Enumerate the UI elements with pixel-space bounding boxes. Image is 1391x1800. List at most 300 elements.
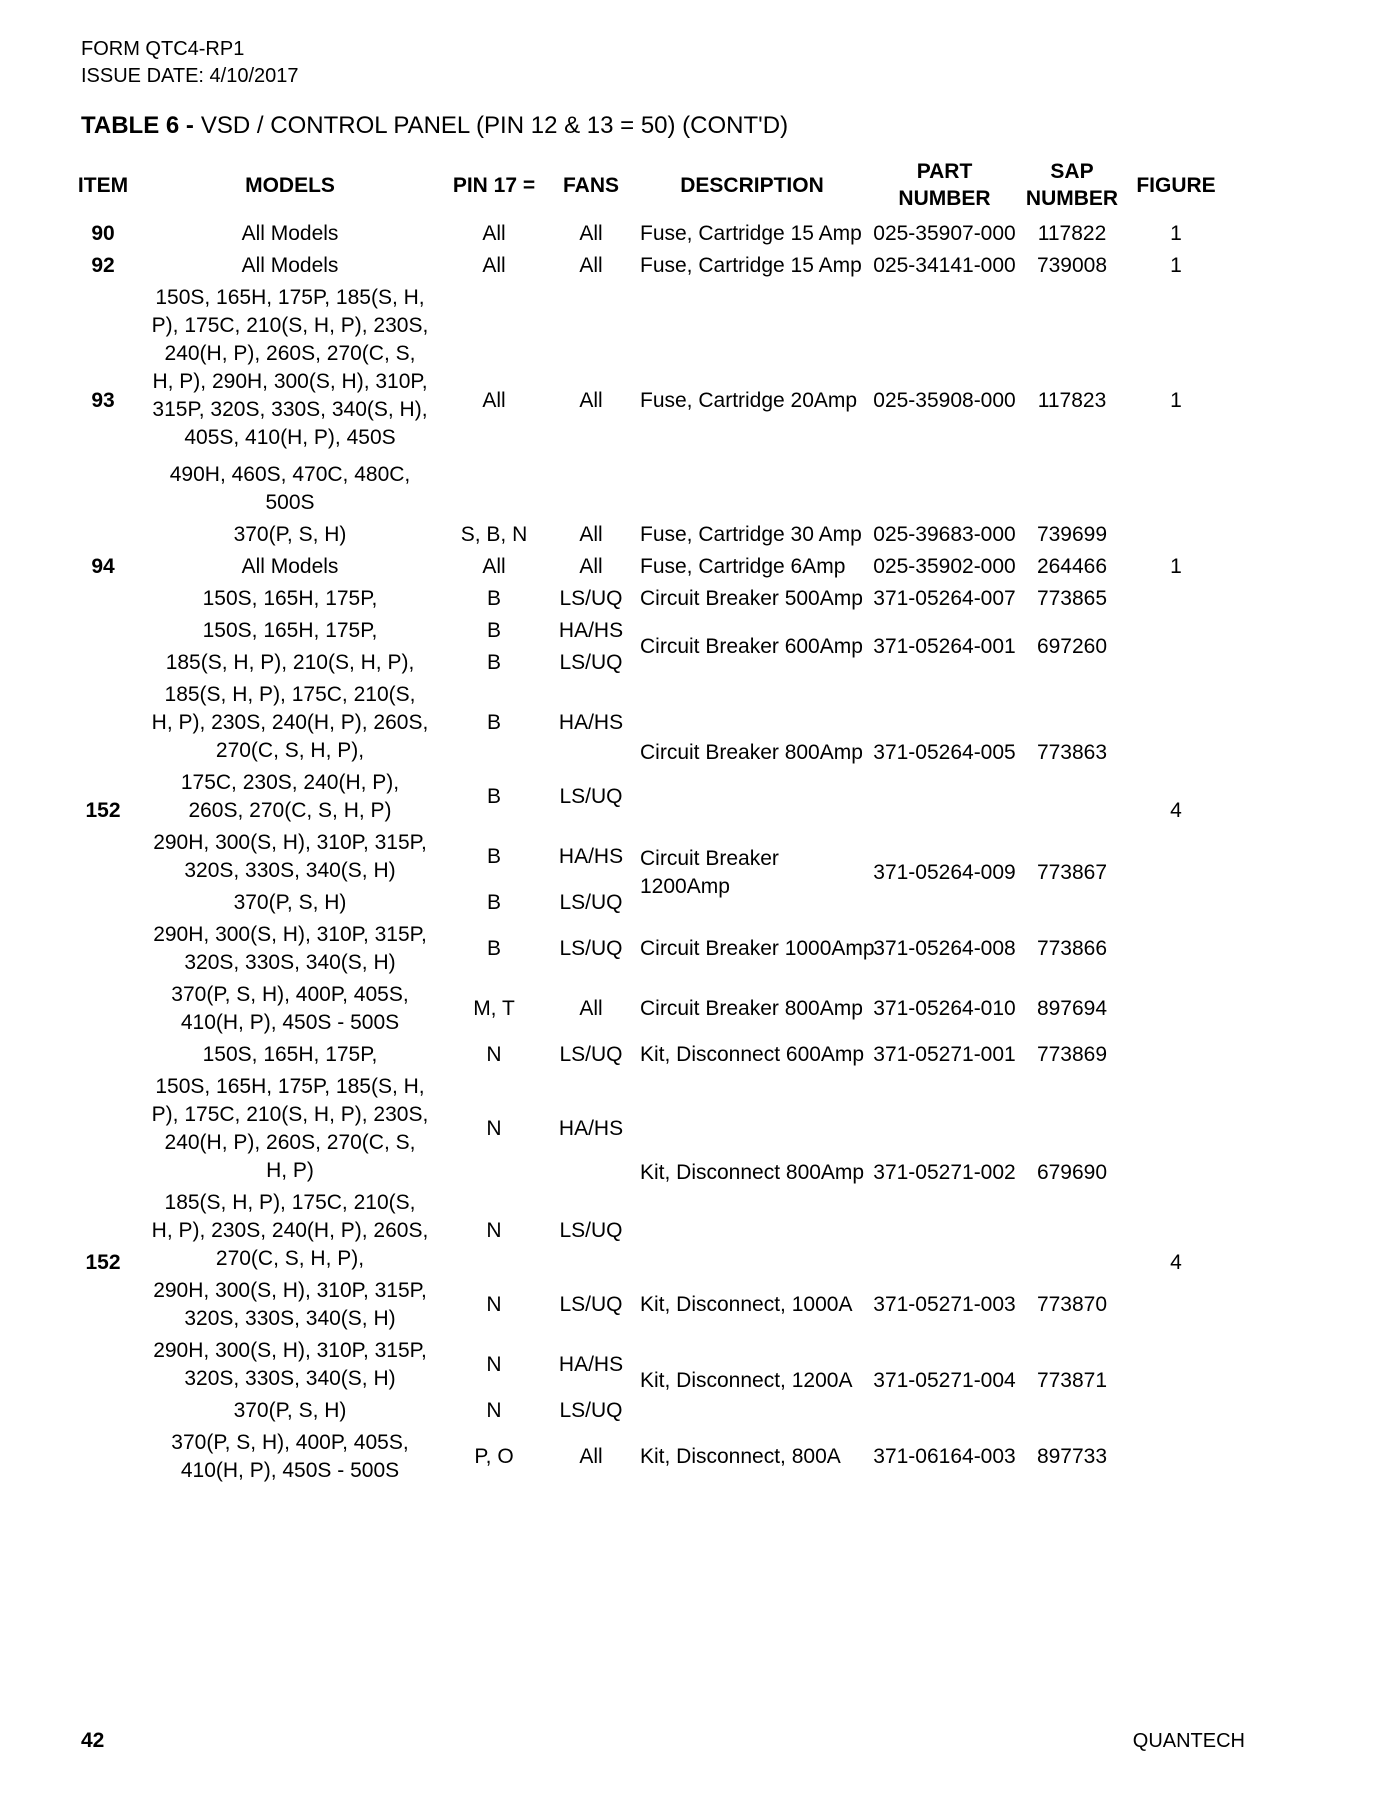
models-cell (142, 1189, 438, 1273)
text-line: 150S, 165H, 175P, 185(S, H, (155, 1075, 425, 1098)
row-sections (142, 282, 1127, 519)
models-cell (142, 1429, 438, 1485)
description-section (142, 919, 1127, 979)
model-row (142, 679, 632, 767)
figure-cell: 4 (1170, 1251, 1182, 1274)
pin17-cell: B (486, 651, 501, 674)
description-cell (632, 1443, 872, 1471)
text-line: Circuit Breaker 600Amp (640, 635, 863, 658)
models-paragraph (142, 461, 438, 517)
text-line: H, P), 230S, 240(H, P), 260S, (151, 711, 429, 734)
models-paragraph (142, 921, 438, 977)
fans-cell: LS/UQ (559, 937, 623, 960)
fans-cell: HA/HS (558, 1117, 624, 1140)
text-line: 405S, 410(H, P), 450S (184, 426, 396, 449)
table-row-group (64, 551, 1225, 583)
pin17-cell: N (486, 1219, 502, 1242)
fans-cell: All (579, 388, 603, 412)
models-cell (142, 1041, 438, 1069)
part-number-cell: 371-05271-002 (873, 1161, 1016, 1184)
models-cell (142, 585, 438, 613)
part-number-cell: 371-05271-003 (873, 1293, 1016, 1316)
pin17-cell: All (482, 555, 506, 578)
text-line: Fuse, Cartridge 15 Amp (640, 222, 862, 245)
sap-number-cell: 264466 (1036, 555, 1108, 578)
sap-number-cell: 773865 (1036, 587, 1108, 610)
pin17-cell: B (486, 711, 501, 734)
part-number-cell: 025-39683-000 (873, 523, 1016, 546)
text-line: 185(S, H, P), 175C, 210(S, (164, 1191, 416, 1214)
text-line: 370(P, S, H), 400P, 405S, (171, 983, 409, 1006)
description-section (142, 218, 1127, 250)
model-row (142, 250, 632, 282)
pin17-cell: All (482, 254, 506, 277)
models-paragraph (142, 1429, 438, 1485)
fans-cell: All (579, 222, 603, 245)
part-number-cell: 371-05264-010 (873, 997, 1016, 1020)
figure-cell: 1 (1170, 555, 1182, 578)
sap-number-cell: 739699 (1036, 523, 1108, 546)
text-line: 175C, 230S, 240(H, P), (180, 771, 400, 794)
models-paragraph (142, 649, 438, 677)
text-line: 185(S, H, P), 175C, 210(S, (164, 683, 416, 706)
fans-cell: HA/HS (558, 1353, 624, 1376)
text-line: 290H, 300(S, H), 310P, 315P, (153, 1339, 427, 1362)
table-title-label: TABLE 6 - (81, 112, 194, 139)
text-line: 370(P, S, H) (233, 1399, 347, 1422)
brand: QUANTECH (1132, 1730, 1245, 1752)
model-row (142, 218, 632, 250)
text-line: 490H, 460S, 470C, 480C, (169, 463, 411, 486)
text-line: 370(P, S, H) (233, 523, 347, 546)
pin17-cell: N (486, 1293, 502, 1316)
model-row (142, 282, 632, 519)
models-paragraph (142, 1189, 438, 1273)
models-paragraph (142, 681, 438, 765)
sap-number-cell: 897694 (1036, 997, 1108, 1020)
text-line: H, P) (266, 1159, 314, 1182)
models-cell (142, 617, 438, 645)
text-line: P), 175C, 210(S, H, P), 230S, (151, 314, 429, 337)
table-row-group (64, 583, 1225, 1039)
description-section (142, 551, 1127, 583)
models-cell (142, 1397, 438, 1425)
item-cell (64, 519, 142, 551)
col-header-pin17 (438, 172, 550, 199)
models-cell (142, 284, 438, 517)
model-rows (142, 1335, 632, 1427)
pin17-cell: N (486, 1043, 502, 1066)
text-line: PART (916, 160, 973, 183)
pin17-cell: All (482, 388, 506, 412)
description-section (142, 250, 1127, 282)
sap-number-cell: 773866 (1036, 937, 1108, 960)
text-line: Circuit Breaker 500Amp (640, 587, 863, 610)
text-line: Fuse, Cartridge 15 Amp (640, 254, 862, 277)
row-sections (142, 218, 1127, 250)
text-line: Kit, Disconnect 800Amp (640, 1161, 865, 1184)
table-row-group (64, 282, 1225, 519)
text-line: 320S, 330S, 340(S, H) (184, 1367, 396, 1390)
form-number: FORM QTC4-RP1 (81, 38, 245, 60)
pin17-cell: B (486, 845, 501, 868)
text-line: 240(H, P), 260S, 270(C, S, (164, 1131, 416, 1154)
sap-number-cell: 117822 (1037, 222, 1107, 245)
col-header-sap-number (1017, 158, 1127, 212)
text-line: FIGURE (1136, 173, 1216, 197)
description-cell (632, 585, 872, 613)
model-row (142, 1187, 632, 1275)
row-sections (142, 551, 1127, 583)
text-line: H, P), 230S, 240(H, P), 260S, (151, 1219, 429, 1242)
models-paragraph (142, 1397, 438, 1425)
model-rows (142, 827, 632, 919)
model-row (142, 827, 632, 887)
description-section (142, 1275, 1127, 1335)
description-cell (632, 995, 872, 1023)
model-rows (142, 1275, 632, 1335)
description-cell (632, 1159, 872, 1187)
text-line: 410(H, P), 450S - 500S (180, 1459, 400, 1482)
models-paragraph (142, 521, 438, 549)
pin17-cell: B (486, 891, 501, 914)
text-line: All Models (241, 555, 339, 578)
fans-cell: HA/HS (558, 619, 624, 642)
text-line: 320S, 330S, 340(S, H) (184, 859, 396, 882)
text-line: 290H, 300(S, H), 310P, 315P, (153, 923, 427, 946)
models-paragraph (142, 1073, 438, 1185)
description-section (142, 1071, 1127, 1275)
table-row-group (64, 250, 1225, 282)
item-cell: 152 (85, 799, 121, 822)
text-line: 185(S, H, P), 210(S, H, P), (165, 651, 415, 674)
text-line: Fuse, Cartridge 20Amp (640, 388, 858, 412)
pin17-cell: All (482, 222, 506, 245)
model-row (142, 887, 632, 919)
table-row-group (64, 1039, 1225, 1487)
text-line: 240(H, P), 260S, 270(C, S, (164, 342, 416, 365)
models-paragraph (142, 252, 438, 280)
part-number-cell: 025-35908-000 (873, 388, 1016, 412)
item-cell: 90 (91, 222, 115, 245)
text-line: 150S, 165H, 175P, (202, 619, 378, 642)
text-line: Circuit Breaker 800Amp (640, 997, 863, 1020)
model-rows (142, 1071, 632, 1275)
fans-cell: LS/UQ (559, 891, 623, 914)
fans-cell: All (579, 555, 603, 578)
row-sections (142, 250, 1127, 282)
models-cell (142, 681, 438, 765)
description-cell (632, 1291, 872, 1319)
part-number-cell: 025-34141-000 (873, 254, 1016, 277)
models-paragraph (142, 617, 438, 645)
models-cell (142, 829, 438, 885)
part-number-cell: 371-05271-001 (873, 1043, 1016, 1066)
models-paragraph (142, 1337, 438, 1393)
model-row (142, 1395, 632, 1427)
pin17-cell: M, T (473, 997, 515, 1020)
description-cell (632, 220, 872, 248)
models-paragraph (142, 553, 438, 581)
table-body (64, 218, 1225, 1487)
model-row (142, 1427, 632, 1487)
text-line: All Models (241, 254, 339, 277)
description-section (142, 583, 1127, 615)
models-cell (142, 1277, 438, 1333)
model-rows (142, 1039, 632, 1071)
description-section (142, 615, 1127, 679)
description-cell (632, 553, 872, 581)
text-line: 150S, 165H, 175P, 185(S, H, (155, 286, 425, 309)
fans-cell: LS/UQ (559, 1293, 623, 1316)
sap-number-cell: 697260 (1036, 635, 1108, 658)
model-row (142, 519, 632, 551)
text-line: 500S (265, 491, 315, 514)
text-line: Circuit Breaker (640, 847, 779, 870)
models-cell (142, 553, 438, 581)
description-section (142, 1335, 1127, 1427)
pin17-cell: P, O (474, 1445, 514, 1468)
description-section (142, 1427, 1127, 1487)
figure-cell: 4 (1170, 799, 1182, 822)
description-cell (632, 387, 872, 415)
col-header-figure (1127, 172, 1225, 199)
models-paragraph (142, 1277, 438, 1333)
model-row (142, 551, 632, 583)
fans-cell: HA/HS (558, 711, 624, 734)
fans-cell: LS/UQ (559, 785, 623, 808)
models-cell (142, 649, 438, 677)
table-row-group (64, 519, 1225, 551)
description-section (142, 519, 1127, 551)
pin17-cell: S, B, N (460, 523, 528, 546)
text-line: DESCRIPTION (680, 173, 824, 197)
part-number-cell: 371-05264-001 (873, 635, 1016, 658)
fans-cell: HA/HS (558, 845, 624, 868)
text-line: 370(P, S, H) (233, 891, 347, 914)
figure-cell: 1 (1170, 388, 1182, 412)
description-cell (632, 521, 872, 549)
description-cell (632, 845, 872, 901)
page-number: 42 (81, 1729, 105, 1752)
text-line: PIN 17 = (452, 173, 536, 197)
text-line: 270(C, S, H, P), (215, 1247, 365, 1270)
model-row (142, 1275, 632, 1335)
text-line: ITEM (77, 173, 129, 197)
sap-number-cell: 773869 (1036, 1043, 1108, 1066)
text-line: 1200Amp (640, 875, 730, 898)
pin17-cell: N (486, 1117, 502, 1140)
model-rows (142, 282, 632, 519)
text-line: Circuit Breaker 1000Amp (640, 937, 875, 960)
text-line: 150S, 165H, 175P, (202, 587, 378, 610)
item-cell: 152 (85, 1251, 121, 1274)
text-line: NUMBER (1025, 187, 1119, 210)
text-line: Kit, Disconnect 600Amp (640, 1043, 865, 1066)
model-rows (142, 583, 632, 615)
col-header-description (632, 172, 872, 199)
row-sections (142, 1039, 1127, 1487)
text-line: 290H, 300(S, H), 310P, 315P, (153, 1279, 427, 1302)
sap-number-cell: 739008 (1036, 254, 1108, 277)
part-number-cell: 025-35902-000 (873, 555, 1016, 578)
text-line: SAP (1050, 160, 1094, 183)
models-cell (142, 889, 438, 917)
model-rows (142, 919, 632, 979)
table-header-row (64, 158, 1225, 212)
col-header-models (142, 172, 438, 199)
text-line: 315P, 320S, 330S, 340(S, H), (152, 398, 428, 421)
parts-table (64, 158, 1225, 1487)
text-line: 270(C, S, H, P), (215, 739, 365, 762)
description-cell (632, 1041, 872, 1069)
models-paragraph (142, 829, 438, 885)
model-row (142, 767, 632, 827)
description-cell (632, 633, 872, 661)
model-rows (142, 551, 632, 583)
col-header-item (64, 172, 142, 199)
models-paragraph (142, 769, 438, 825)
model-rows (142, 1427, 632, 1487)
model-rows (142, 979, 632, 1039)
models-cell (142, 252, 438, 280)
model-rows (142, 615, 632, 679)
text-line: Circuit Breaker 800Amp (640, 741, 863, 764)
description-section (142, 979, 1127, 1039)
sap-number-cell: 897733 (1036, 1445, 1108, 1468)
text-line: 370(P, S, H), 400P, 405S, (171, 1431, 409, 1454)
fans-cell: All (579, 523, 603, 546)
item-cell: 94 (91, 555, 115, 578)
text-line: 320S, 330S, 340(S, H) (184, 951, 396, 974)
row-sections (142, 583, 1127, 1039)
pin17-cell: B (486, 587, 501, 610)
description-cell (632, 935, 875, 963)
model-row (142, 979, 632, 1039)
model-row (142, 1335, 632, 1395)
table-row-group (64, 218, 1225, 250)
text-line: Fuse, Cartridge 30 Amp (640, 523, 862, 546)
fans-cell: LS/UQ (559, 587, 623, 610)
text-line: All Models (241, 222, 339, 245)
model-rows (142, 218, 632, 250)
models-paragraph (142, 220, 438, 248)
models-cell (142, 521, 438, 549)
part-number-cell: 371-05264-007 (873, 587, 1016, 610)
part-number-cell: 025-35907-000 (873, 222, 1016, 245)
pin17-cell: B (486, 785, 501, 808)
text-line: Fuse, Cartridge 6Amp (640, 555, 846, 578)
description-section (142, 282, 1127, 519)
text-line: Kit, Disconnect, 1200A (640, 1369, 853, 1392)
fans-cell: All (579, 997, 603, 1020)
models-paragraph (142, 889, 438, 917)
text-line: MODELS (245, 173, 335, 197)
figure-cell: 1 (1170, 222, 1182, 245)
models-cell (142, 220, 438, 248)
figure-cell (1127, 519, 1225, 551)
pin17-cell: N (486, 1399, 502, 1422)
description-section (142, 1039, 1127, 1071)
item-cell: 92 (91, 254, 115, 277)
item-cell: 93 (91, 388, 115, 412)
fans-cell: All (579, 1445, 603, 1468)
sap-number-cell: 773867 (1036, 861, 1108, 884)
issue-date: ISSUE DATE: 4/10/2017 (81, 65, 299, 87)
model-rows (142, 250, 632, 282)
model-row (142, 1039, 632, 1071)
models-paragraph (142, 1041, 438, 1069)
model-row (142, 647, 632, 679)
sap-number-cell: 117823 (1037, 388, 1107, 412)
table-title (81, 112, 788, 140)
fans-cell: LS/UQ (559, 1043, 623, 1066)
document-header (81, 36, 299, 90)
text-line: FANS (562, 173, 619, 197)
model-row (142, 919, 632, 979)
col-header-part-number (872, 158, 1017, 212)
model-row (142, 615, 632, 647)
description-section (142, 827, 1127, 919)
sap-number-cell: 773870 (1036, 1293, 1108, 1316)
part-number-cell: 371-05264-005 (873, 741, 1016, 764)
pin17-cell: B (486, 619, 501, 642)
models-paragraph (142, 981, 438, 1037)
part-number-cell: 371-05264-009 (873, 861, 1016, 884)
sap-number-cell: 679690 (1036, 1161, 1108, 1184)
row-sections (142, 519, 1127, 551)
fans-cell: LS/UQ (559, 1219, 623, 1242)
text-line: 410(H, P), 450S - 500S (180, 1011, 400, 1034)
models-cell (142, 921, 438, 977)
text-line: 290H, 300(S, H), 310P, 315P, (153, 831, 427, 854)
fans-cell: All (579, 254, 603, 277)
model-rows (142, 519, 632, 551)
description-cell (632, 1367, 872, 1395)
text-line: 260S, 270(C, S, H, P) (188, 799, 392, 822)
text-line: P), 175C, 210(S, H, P), 230S, (151, 1103, 429, 1126)
text-line: NUMBER (898, 187, 991, 210)
pin17-cell: B (486, 937, 501, 960)
page-footer (81, 1729, 1245, 1753)
models-cell (142, 1073, 438, 1185)
description-section (142, 679, 1127, 827)
models-cell (142, 1337, 438, 1393)
fans-cell: LS/UQ (559, 651, 623, 674)
models-cell (142, 981, 438, 1037)
figure-cell: 1 (1170, 254, 1182, 277)
fans-cell: LS/UQ (559, 1399, 623, 1422)
model-row (142, 583, 632, 615)
pin17-cell: N (486, 1353, 502, 1376)
model-row (142, 1071, 632, 1187)
text-line: H, P), 290H, 300(S, H), 310P, (152, 370, 428, 393)
description-cell (632, 252, 872, 280)
table-title-text: VSD / CONTROL PANEL (PIN 12 & 13 = 50) (CONT'D) (200, 112, 789, 139)
description-cell (632, 739, 872, 767)
models-paragraph (142, 585, 438, 613)
part-number-cell: 371-05271-004 (873, 1369, 1016, 1392)
sap-number-cell: 773863 (1036, 741, 1108, 764)
model-rows (142, 679, 632, 827)
models-paragraph (142, 284, 438, 452)
part-number-cell: 371-06164-003 (873, 1445, 1016, 1468)
text-line: 150S, 165H, 175P, (202, 1043, 378, 1066)
text-line: Kit, Disconnect, 800A (640, 1445, 841, 1468)
models-cell (142, 769, 438, 825)
col-header-fans (550, 172, 632, 199)
text-line: Kit, Disconnect, 1000A (640, 1293, 853, 1316)
